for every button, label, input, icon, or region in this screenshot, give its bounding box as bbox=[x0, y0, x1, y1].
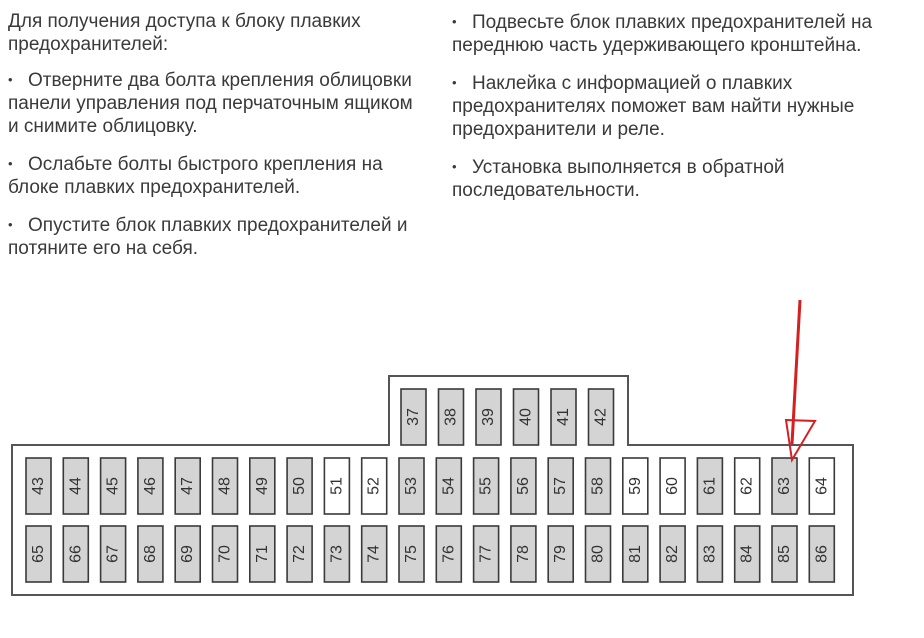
fuse-number: 77 bbox=[477, 545, 495, 563]
fuse-number: 56 bbox=[514, 477, 532, 495]
step-text: Опустите блок плавких предохранителей и потяните его на себя. bbox=[8, 215, 408, 259]
fuse-number: 53 bbox=[403, 477, 420, 495]
fuse-number: 67 bbox=[104, 545, 122, 563]
bullet-icon: • bbox=[452, 75, 457, 90]
bullet-icon: • bbox=[8, 217, 13, 232]
fuse-37 bbox=[401, 389, 426, 445]
fuse-60 bbox=[660, 458, 685, 514]
step-text: Подвесьте блок плавких предохранителей на переднюю часть удерживающего кронштейна. bbox=[452, 12, 873, 56]
fuse-49 bbox=[250, 458, 275, 514]
fuse-number: 55 bbox=[477, 477, 495, 495]
fuse-51 bbox=[324, 458, 349, 514]
fuse-84 bbox=[735, 526, 760, 582]
fuse-number: 73 bbox=[328, 545, 346, 563]
fuse-number: 43 bbox=[30, 477, 47, 495]
fuse-55 bbox=[474, 458, 499, 514]
fuse-57 bbox=[548, 458, 573, 514]
fuse-number: 50 bbox=[291, 477, 309, 495]
fuse-41 bbox=[551, 389, 576, 445]
fuse-number: 39 bbox=[480, 408, 497, 426]
bullet-icon: • bbox=[452, 159, 457, 174]
fuse-number: 83 bbox=[701, 545, 719, 563]
fuse-65 bbox=[26, 526, 51, 582]
fuse-58 bbox=[586, 458, 611, 514]
fuse-number: 46 bbox=[141, 477, 159, 495]
fuse-number: 63 bbox=[776, 477, 793, 495]
fuse-44 bbox=[63, 458, 88, 514]
fuse-number: 57 bbox=[552, 477, 570, 495]
fuse-number: 58 bbox=[589, 477, 607, 495]
fuse-61 bbox=[697, 458, 722, 514]
fuse-85 bbox=[772, 526, 797, 582]
fuse-79 bbox=[548, 526, 573, 582]
fuse-number: 51 bbox=[328, 477, 346, 495]
fuse-number: 49 bbox=[253, 477, 271, 495]
fuse-number: 40 bbox=[517, 408, 535, 426]
fuse-81 bbox=[623, 526, 648, 582]
fuse-39 bbox=[476, 389, 501, 445]
fuse-82 bbox=[660, 526, 685, 582]
fuse-number: 59 bbox=[626, 477, 644, 495]
fuse-64 bbox=[809, 458, 834, 514]
step-text: Ослабьте болты быстрого крепления на блоке плавких предохранителей. bbox=[8, 154, 383, 198]
fuse-38 bbox=[439, 389, 464, 445]
fuse-number: 72 bbox=[291, 545, 309, 563]
fuse-47 bbox=[175, 458, 200, 514]
fuse-72 bbox=[287, 526, 312, 582]
fuse-48 bbox=[213, 458, 238, 514]
fuse-number: 69 bbox=[179, 545, 197, 563]
fuse-number: 78 bbox=[514, 545, 532, 563]
fuse-78 bbox=[511, 526, 536, 582]
fuse-number: 61 bbox=[701, 477, 719, 495]
fuse-group bbox=[26, 389, 834, 582]
fuse-number: 60 bbox=[664, 477, 682, 495]
step-text: Наклейка с информацией о плавких предохранителях поможет вам найти нужные предохранители и реле. bbox=[452, 73, 855, 140]
fuse-number: 38 bbox=[442, 408, 460, 426]
fuse-50 bbox=[287, 458, 312, 514]
fuse-number: 54 bbox=[440, 477, 458, 495]
fuse-54 bbox=[436, 458, 461, 514]
step-text: Установка выполняется в обратной последовательности. bbox=[452, 157, 785, 201]
fuse-number: 37 bbox=[405, 408, 422, 426]
fuse-74 bbox=[362, 526, 387, 582]
fuse-number: 41 bbox=[555, 408, 572, 426]
fuse-number: 65 bbox=[30, 545, 47, 563]
bullet-icon: • bbox=[8, 72, 13, 87]
fuse-63 bbox=[772, 458, 797, 514]
fuse-number: 85 bbox=[776, 545, 793, 563]
intro-text: Для получения доступа к блоку плавких предохранителей: bbox=[8, 11, 361, 55]
fuse-70 bbox=[213, 526, 238, 582]
fuse-number: 81 bbox=[626, 545, 644, 563]
fuse-71 bbox=[250, 526, 275, 582]
fuse-number: 82 bbox=[664, 545, 682, 563]
fuse-56 bbox=[511, 458, 536, 514]
fuse-number: 80 bbox=[589, 545, 607, 563]
fuse-40 bbox=[514, 389, 539, 445]
pointer-arrow-icon bbox=[786, 300, 815, 460]
fuse-number: 48 bbox=[216, 477, 234, 495]
fuse-45 bbox=[101, 458, 126, 514]
fuse-73 bbox=[324, 526, 349, 582]
fuse-68 bbox=[138, 526, 163, 582]
fuse-46 bbox=[138, 458, 163, 514]
fuse-number: 70 bbox=[216, 545, 234, 563]
fuse-number: 62 bbox=[738, 477, 756, 495]
fuse-42 bbox=[589, 389, 614, 445]
fuse-number: 44 bbox=[67, 477, 85, 495]
fuse-43 bbox=[26, 458, 51, 514]
fuse-number: 79 bbox=[552, 545, 570, 563]
fuse-66 bbox=[63, 526, 88, 582]
fuse-number: 76 bbox=[440, 545, 458, 563]
fuse-number: 45 bbox=[104, 477, 122, 495]
fuse-62 bbox=[735, 458, 760, 514]
fuse-53 bbox=[399, 458, 424, 514]
fuse-number: 47 bbox=[179, 477, 197, 495]
fuse-number: 68 bbox=[141, 545, 159, 563]
fuse-69 bbox=[175, 526, 200, 582]
fuse-67 bbox=[101, 526, 126, 582]
fuse-59 bbox=[623, 458, 648, 514]
fuse-77 bbox=[474, 526, 499, 582]
fuse-75 bbox=[399, 526, 424, 582]
fuse-number: 86 bbox=[813, 545, 831, 563]
fuse-number: 52 bbox=[365, 477, 383, 495]
fuse-86 bbox=[809, 526, 834, 582]
fuse-number: 71 bbox=[253, 545, 271, 563]
bullet-icon: • bbox=[8, 156, 13, 171]
fuse-83 bbox=[697, 526, 722, 582]
fuse-76 bbox=[436, 526, 461, 582]
fuse-number: 42 bbox=[592, 408, 610, 426]
fuse-80 bbox=[586, 526, 611, 582]
fuse-number: 66 bbox=[67, 545, 85, 563]
fuse-number: 75 bbox=[403, 545, 420, 563]
fuse-number: 74 bbox=[365, 545, 383, 563]
step-text: Отверните два болта крепления облицовки панели управления под перчаточным ящиком и снимите облицовку. bbox=[8, 70, 413, 137]
fuse-number: 64 bbox=[813, 477, 831, 495]
fuse-number: 84 bbox=[738, 545, 756, 563]
fuse-52 bbox=[362, 458, 387, 514]
bullet-icon: • bbox=[452, 14, 457, 29]
